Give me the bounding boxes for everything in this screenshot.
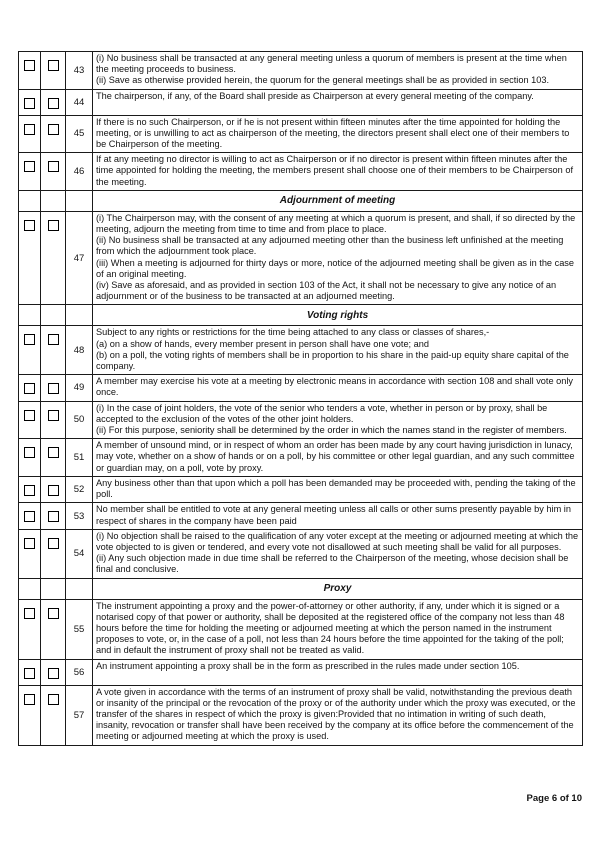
checkbox-cell bbox=[41, 211, 66, 305]
clause-checkbox-1[interactable] bbox=[24, 668, 35, 679]
clause-checkbox-1[interactable] bbox=[24, 98, 35, 109]
checkbox-cell bbox=[41, 659, 66, 685]
clause-text: Subject to any rights or restrictions for the time being attached to any class or classes of shares,- (a) on a show of hands, every member present in person shall have one vote; and (b) on a poll, the voting rights of members shall be in proportion to his share in the paid-up equity share capital of the company. bbox=[93, 326, 583, 375]
clause-checkbox-2[interactable] bbox=[48, 161, 59, 172]
checkbox-cell bbox=[41, 401, 66, 439]
clause-text: No member shall be entitled to vote at any general meeting unless all calls or other sums presently payable by him in respect of shares in the company have been paid bbox=[93, 503, 583, 529]
checkbox-cell bbox=[41, 115, 66, 153]
clause-text: (i) The Chairperson may, with the consent of any meeting at which a quorum is present, and shall, if so directed by the meeting, adjourn the meeting from time to time and from place to place. (ii) No business shall be transacted at any adjourned meeting other than the business left unfinished at the meeting from which the adjournment took place. (iii) When a meeting is adjourned for thirty days or more, notice of the adjourned meeting shall be given as in the case of an original meeting. (iv) Save as aforesaid, and as provided in section 103 of the Act, it shall not be necessary to give any notice of an adjournment or of the business to be transacted at an adjourned meeting. bbox=[93, 211, 583, 305]
clause-checkbox-2[interactable] bbox=[48, 668, 59, 679]
clause-row bbox=[19, 503, 583, 529]
clause-text: (i) In the case of joint holders, the vote of the senior who tenders a vote, whether in person or by proxy, shall be accepted to the exclusion of the votes of the other joint holders. (ii) For this purpose, seniority shall be determined by the order in which the names stand in the register of members. bbox=[93, 401, 583, 439]
clause-number: 56 bbox=[66, 659, 93, 685]
checkbox-cell bbox=[19, 529, 41, 578]
section-title: Voting rights bbox=[93, 305, 583, 326]
empty-cell bbox=[19, 305, 41, 326]
empty-cell bbox=[41, 578, 66, 599]
clause-checkbox-2[interactable] bbox=[48, 383, 59, 394]
checkbox-cell bbox=[41, 89, 66, 115]
clause-row bbox=[19, 529, 583, 578]
clause-checkbox-1[interactable] bbox=[24, 220, 35, 231]
clause-row bbox=[19, 476, 583, 502]
clause-number: 45 bbox=[66, 115, 93, 153]
checkbox-cell bbox=[19, 685, 41, 745]
clause-text: If there is no such Chairperson, or if he is not present within fifteen minutes after the time appointed for holding the meeting, or is unwilling to act as chairperson of the meeting, the directors present shall elect one of their members to be Chairperson of the meeting. bbox=[93, 115, 583, 153]
clause-checkbox-1[interactable] bbox=[24, 538, 35, 549]
clause-number: 48 bbox=[66, 326, 93, 375]
clause-checkbox-2[interactable] bbox=[48, 608, 59, 619]
clause-number: 43 bbox=[66, 52, 93, 90]
clause-number: 54 bbox=[66, 529, 93, 578]
section-header-row bbox=[19, 305, 583, 326]
clause-checkbox-2[interactable] bbox=[48, 98, 59, 109]
clause-number: 53 bbox=[66, 503, 93, 529]
checkbox-cell bbox=[19, 326, 41, 375]
empty-cell bbox=[19, 190, 41, 211]
clause-text: (i) No objection shall be raised to the qualification of any voter except at the meeting or adjourned meeting at which the vote objected to is given or tendered, and every vote not disallowed at such meeting shall be valid for all purposes. (ii) Any such objection made in due time shall be referred to the Chairperson of the meeting, whose decision shall be final and conclusive. bbox=[93, 529, 583, 578]
checkbox-cell bbox=[19, 476, 41, 502]
clause-checkbox-1[interactable] bbox=[24, 447, 35, 458]
clause-checkbox-2[interactable] bbox=[48, 334, 59, 345]
section-header-row bbox=[19, 578, 583, 599]
empty-cell bbox=[19, 578, 41, 599]
section-title: Adjournment of meeting bbox=[93, 190, 583, 211]
clause-row bbox=[19, 153, 583, 191]
clause-checkbox-1[interactable] bbox=[24, 485, 35, 496]
checkbox-cell bbox=[19, 89, 41, 115]
clause-number: 47 bbox=[66, 211, 93, 305]
clause-row bbox=[19, 115, 583, 153]
checkbox-cell bbox=[19, 439, 41, 477]
clause-checkbox-1[interactable] bbox=[24, 511, 35, 522]
clause-text: A member of unsound mind, or in respect of whom an order has been made by any court having jurisdiction in lunacy, may vote, whether on a show of hands or on a poll, by his committee or other legal guardian, and any such committee or guardian may, on a poll, vote by proxy. bbox=[93, 439, 583, 477]
clause-number: 57 bbox=[66, 685, 93, 745]
clause-number: 55 bbox=[66, 599, 93, 659]
clause-checkbox-2[interactable] bbox=[48, 220, 59, 231]
clause-checkbox-2[interactable] bbox=[48, 410, 59, 421]
clauses-table bbox=[18, 51, 583, 746]
checkbox-cell bbox=[19, 659, 41, 685]
clause-row bbox=[19, 89, 583, 115]
empty-cell bbox=[66, 190, 93, 211]
checkbox-cell bbox=[19, 153, 41, 191]
clause-checkbox-1[interactable] bbox=[24, 694, 35, 705]
checkbox-cell bbox=[41, 52, 66, 90]
checkbox-cell bbox=[19, 503, 41, 529]
clause-number: 44 bbox=[66, 89, 93, 115]
checkbox-cell bbox=[41, 599, 66, 659]
checkbox-cell bbox=[19, 52, 41, 90]
clause-text: Any business other than that upon which a poll has been demanded may be proceeded with, pending the taking of the poll. bbox=[93, 476, 583, 502]
section-header-row bbox=[19, 190, 583, 211]
clause-checkbox-1[interactable] bbox=[24, 60, 35, 71]
clause-row bbox=[19, 326, 583, 375]
clause-number: 46 bbox=[66, 153, 93, 191]
clause-text: A member may exercise his vote at a meeting by electronic means in accordance with section 108 and shall vote only once. bbox=[93, 375, 583, 401]
page-number-label: Page 6 of 10 bbox=[526, 793, 582, 804]
empty-cell bbox=[41, 190, 66, 211]
clause-checkbox-2[interactable] bbox=[48, 538, 59, 549]
clause-checkbox-1[interactable] bbox=[24, 410, 35, 421]
checkbox-cell bbox=[41, 503, 66, 529]
checkbox-cell bbox=[41, 153, 66, 191]
checkbox-cell bbox=[19, 401, 41, 439]
clause-row bbox=[19, 659, 583, 685]
checkbox-cell bbox=[19, 115, 41, 153]
clause-row bbox=[19, 685, 583, 745]
clause-row bbox=[19, 375, 583, 401]
empty-cell bbox=[41, 305, 66, 326]
checkbox-cell bbox=[41, 529, 66, 578]
clause-checkbox-2[interactable] bbox=[48, 694, 59, 705]
clause-text: The instrument appointing a proxy and the power-of-attorney or other authority, if any, under which it is signed or a notarised copy of that power or authority, shall be deposited at the registered office of the company not less than 48 hours before the time for holding the meeting or adjourned meeting at which the person named in the instrument proposes to vote, or, in the case of a poll, not less than 24 hours before the time appointed for the taking of the poll; and in default the instrument of proxy shall not be treated as valid. bbox=[93, 599, 583, 659]
clause-checkbox-2[interactable] bbox=[48, 485, 59, 496]
checkbox-cell bbox=[19, 211, 41, 305]
clause-row bbox=[19, 211, 583, 305]
clause-row bbox=[19, 439, 583, 477]
checkbox-cell bbox=[19, 375, 41, 401]
clause-text: The chairperson, if any, of the Board shall preside as Chairperson at every general meeting of the company. bbox=[93, 89, 583, 115]
clause-number: 51 bbox=[66, 439, 93, 477]
clause-row bbox=[19, 401, 583, 439]
clause-text: (i) No business shall be transacted at any general meeting unless a quorum of members is present at the time when the meeting proceeds to business. (ii) Save as otherwise provided herein, the quorum for the general meetings shall be as provided in section 103. bbox=[93, 52, 583, 90]
checkbox-cell bbox=[41, 326, 66, 375]
clause-text: An instrument appointing a proxy shall be in the form as prescribed in the rules made under section 105. bbox=[93, 659, 583, 685]
clause-checkbox-1[interactable] bbox=[24, 608, 35, 619]
checkbox-cell bbox=[19, 599, 41, 659]
clause-checkbox-1[interactable] bbox=[24, 334, 35, 345]
clause-number: 50 bbox=[66, 401, 93, 439]
clauses-table-body bbox=[19, 52, 583, 746]
clause-row bbox=[19, 599, 583, 659]
checkbox-cell bbox=[41, 375, 66, 401]
clause-row bbox=[19, 52, 583, 90]
clause-checkbox-2[interactable] bbox=[48, 511, 59, 522]
checkbox-cell bbox=[41, 439, 66, 477]
clause-text: If at any meeting no director is willing to act as Chairperson or if no director is present within fifteen minutes after the time appointed for holding the meeting, the members present shall choose one of their members to be Chairperson of the meeting. bbox=[93, 153, 583, 191]
empty-cell bbox=[66, 305, 93, 326]
clause-checkbox-1[interactable] bbox=[24, 383, 35, 394]
empty-cell bbox=[66, 578, 93, 599]
clause-number: 49 bbox=[66, 375, 93, 401]
checkbox-cell bbox=[41, 476, 66, 502]
clause-checkbox-2[interactable] bbox=[48, 447, 59, 458]
clause-checkbox-1[interactable] bbox=[24, 161, 35, 172]
section-title: Proxy bbox=[93, 578, 583, 599]
clause-checkbox-2[interactable] bbox=[48, 124, 59, 135]
clause-checkbox-2[interactable] bbox=[48, 60, 59, 71]
clause-text: A vote given in accordance with the terms of an instrument of proxy shall be valid, notwithstanding the previous death or insanity of the principal or the revocation of the proxy or of the authority under which the proxy was executed, or the transfer of the shares in respect of which the proxy is given:Provided that no intimation in writing of such death, insanity, revocation or transfer shall have been received by the company at its office before the commencement of the meeting or adjourned meeting at which the proxy is used. bbox=[93, 685, 583, 745]
clause-checkbox-1[interactable] bbox=[24, 124, 35, 135]
clause-number: 52 bbox=[66, 476, 93, 502]
checkbox-cell bbox=[41, 685, 66, 745]
